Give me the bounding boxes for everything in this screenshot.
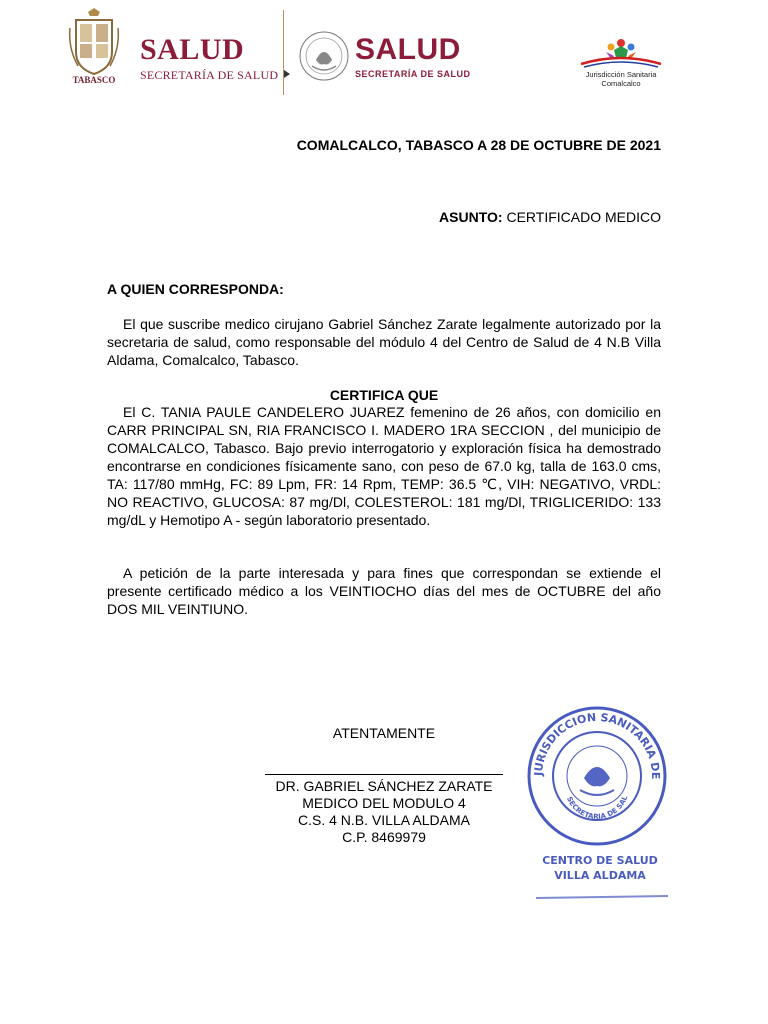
health-center: C.S. 4 N.B. VILLA ALDAMA xyxy=(298,812,470,828)
salud-wordmark: SALUD xyxy=(140,33,245,66)
closing-paragraph: A petición de la parte interesada y para fines que correspondan se extiende el presente certificado médico a los VEINTIOCHO días del mes de OCTUBRE del año DOS MIL VEINTIUNO. xyxy=(107,565,661,617)
subject-value: CERTIFICADO MEDICO xyxy=(502,209,661,225)
secretaria-subtitle: SECRETARÍA DE SALUD xyxy=(355,69,471,79)
salud-wordmark: SALUD xyxy=(355,33,461,66)
stamp-bottom-line1: CENTRO DE SALUD xyxy=(542,854,658,867)
tabasco-caption: TABASCO xyxy=(72,75,116,85)
doctor-role: MEDICO DEL MODULO 4 xyxy=(302,795,466,811)
mexico-seal-icon xyxy=(298,30,350,82)
signature-block xyxy=(245,778,523,846)
subject-line xyxy=(300,208,661,226)
salud-brand-left xyxy=(140,35,278,82)
jurisdiction-name: Jurisdicción Sanitaria xyxy=(585,70,657,79)
divider-arrow-icon xyxy=(284,70,290,78)
professional-license: C.P. 8469979 xyxy=(342,829,426,845)
jurisdiction-city: Comalcalco xyxy=(601,79,641,88)
official-stamp xyxy=(522,698,672,908)
date-line: COMALCALCO, TABASCO A 28 DE OCTUBRE DE 2021 xyxy=(296,137,661,153)
certifica-heading: CERTIFICA QUE xyxy=(329,387,439,403)
stamp-inner-text: SECRETARIA DE SAL xyxy=(565,794,630,821)
jurisdiction-people-icon xyxy=(578,38,664,72)
salud-brand-right xyxy=(355,35,471,79)
certification-paragraph: El C. TANIA PAULE CANDELERO JUAREZ femenino de 26 años, con domicilio en CARR PRINCIPAL SN, RIA FRANCISCO I. MADERO 1RA SECCION , del municipio de COMALCALCO, Tabasco. Bajo previo interrogatorio y exploración física ha demostrado encontrarse en condiciones físicamente sano, con peso de 67.0 kg, talla de 163.0 cms, TA: 117/80 mmHg, FC: 89 Lpm, FR: 14 Rpm, TEMP: 36.5 ℃, VIH: NEGATIVO, VRDL: NO REACTIVO, GLUCOSA: 87 mg/Dl, COLESTEROL: 181 mg/Dl, TRIGLICERIDO: 133 mg/dL y Hemotipo A - según laboratorio presentado. xyxy=(107,404,661,528)
stamp-ring-text: JURISDICCION SANITARIA DE xyxy=(531,710,663,780)
secretaria-subtitle: SECRETARÍA DE SALUD xyxy=(140,68,279,82)
header-divider xyxy=(283,10,284,95)
doctor-name: DR. GABRIEL SÁNCHEZ ZARATE xyxy=(275,778,493,794)
stamp-bottom-line2: VILLA ALDAMA xyxy=(554,869,646,882)
signature-line xyxy=(265,774,503,775)
subject-label: ASUNTO: xyxy=(439,209,503,225)
stamp-seal-icon xyxy=(522,698,672,908)
jurisdiction-logo xyxy=(578,38,664,94)
salutation: A QUIEN CORRESPONDA: xyxy=(107,281,284,297)
tabasco-coat-of-arms-logo xyxy=(68,8,120,88)
intro-paragraph: El que suscribe medico cirujano Gabriel Sánchez Zarate legalmente autorizado por la secretaria de salud, como responsable del módulo 4 del Centro de Salud de 4 N.B Villa Aldama, Comalcalco, Tabasco. xyxy=(107,316,661,368)
closing-salutation: ATENTAMENTE xyxy=(332,725,436,741)
